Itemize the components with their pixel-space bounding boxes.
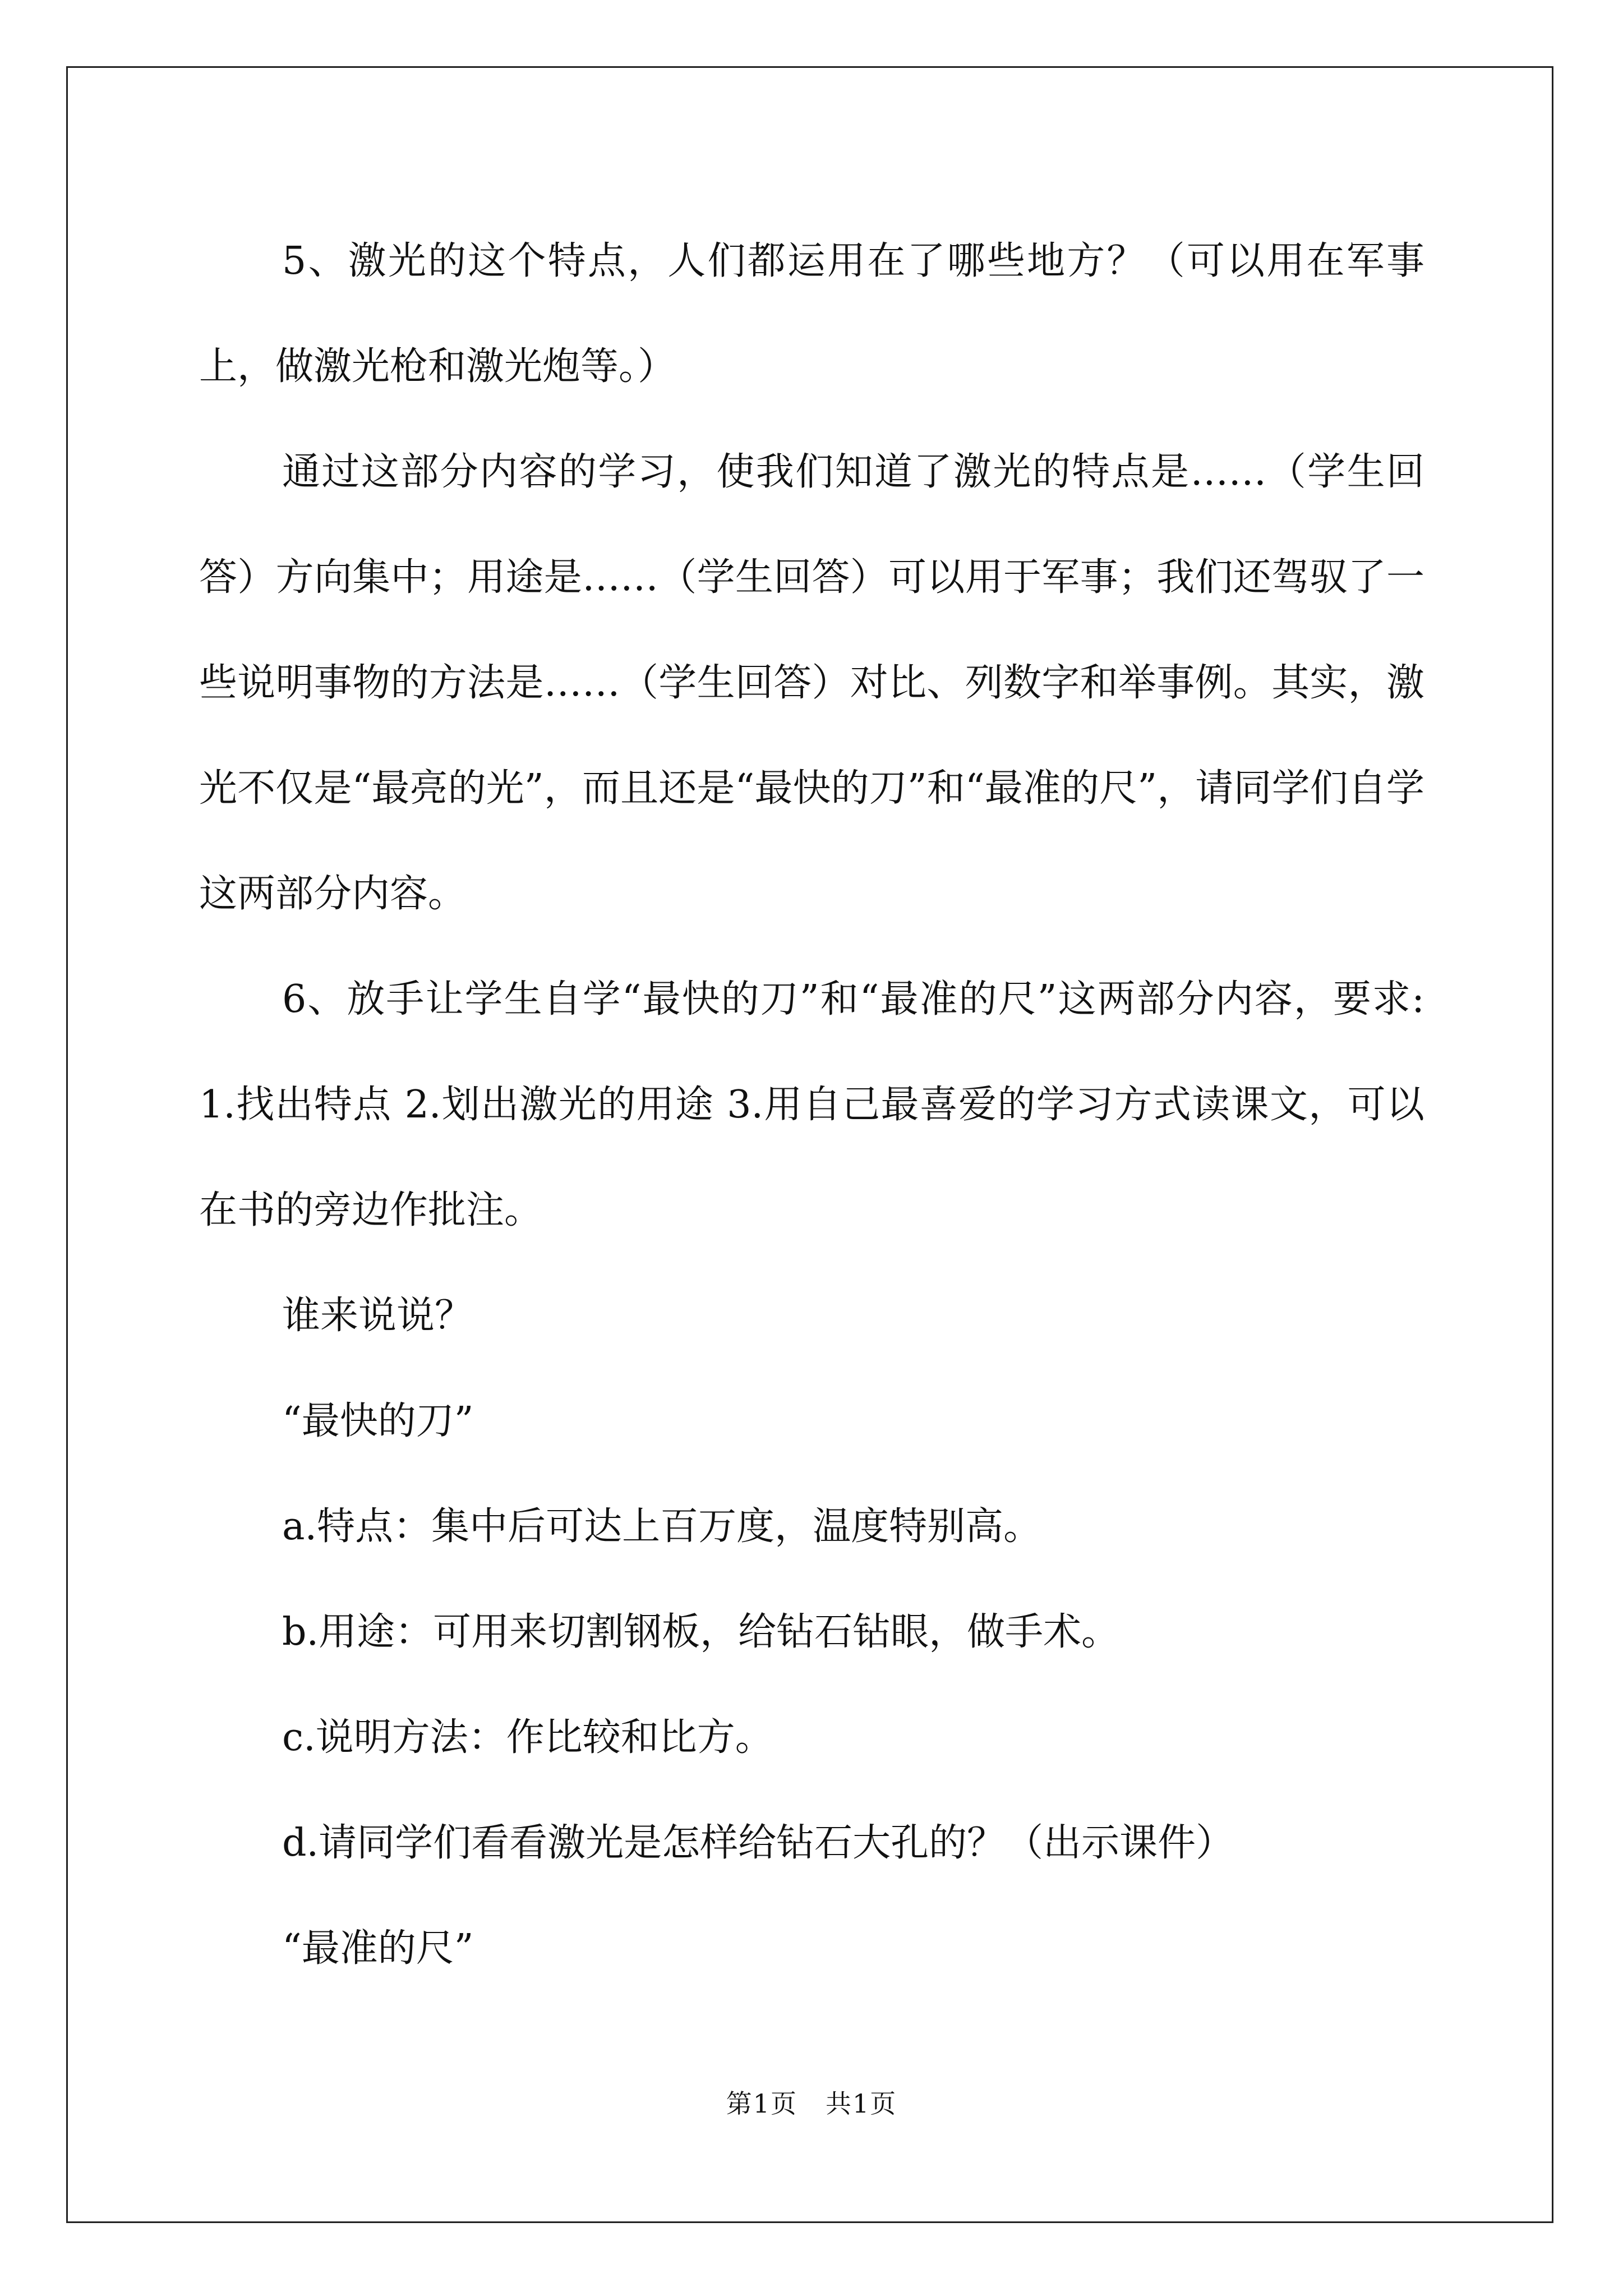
page-number-current: 第1页 <box>726 2088 797 2119</box>
heading-fastest-knife: “最快的刀” <box>282 1399 474 1443</box>
heading-most-accurate-ruler: “最准的尺” <box>282 1926 474 1971</box>
list-item-usage: b.用途：可用来切割钢板，给钻石钻眼，做手术。 <box>282 1610 1120 1654</box>
page-footer <box>0 2087 1623 2120</box>
paragraph-task-6: 6、放手让学生自学“最快的刀”和“最准的尺”这两部分内容，要求: 1.找出特点 2.划出激光的用途 3.用自己最喜爱的学习方式读课文，可以在书的旁边作批注。 <box>199 977 1424 1232</box>
paragraph-summary: 通过这部分内容的学习，使我们知道了激光的特点是……（学生回答）方向集中；用途是……（学生回答）可以用于军事；我们还驾驭了一些说明事物的方法是……（学生回答）对比、列数字和举事例。其实，激光不仅是“最亮的光”，而且还是“最快的刀”和“最准的尺”，请同学们自学这两部分内容。 <box>199 450 1424 916</box>
list-item-method: c.说明方法：作比较和比方。 <box>282 1715 773 1760</box>
list-item-question: d.请同学们看看激光是怎样给钻石大孔的？（出示课件） <box>282 1821 1234 1865</box>
paragraph-who-speaks: 谁来说说？ <box>282 1294 473 1338</box>
page-number-total: 共1页 <box>826 2088 897 2119</box>
list-item-feature: a.特点：集中后可达上百万度，温度特别高。 <box>282 1504 1042 1549</box>
paragraph-question-5: 5、激光的这个特点，人们都运用在了哪些地方？（可以用在军事上，做激光枪和激光炮等。） <box>199 239 1424 389</box>
